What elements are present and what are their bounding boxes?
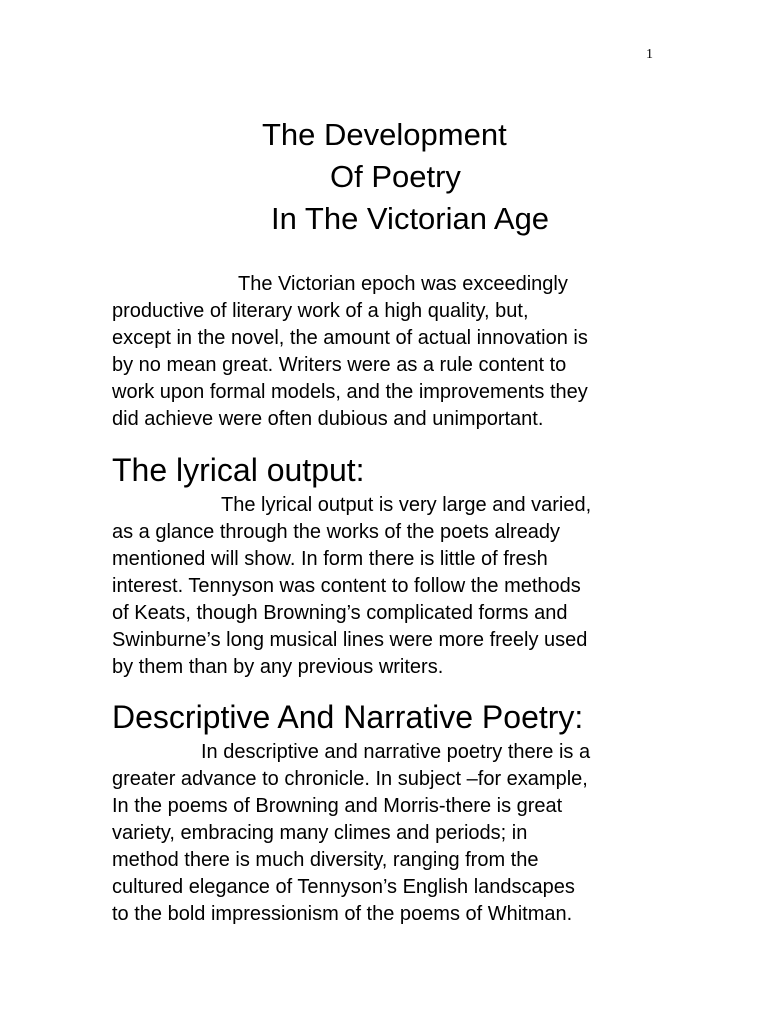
paragraph-line: by no mean great. Writers were as a rule content to bbox=[112, 354, 567, 376]
descriptive-narrative-paragraph bbox=[112, 739, 672, 928]
paragraph-line: productive of literary work of a high quality, but, bbox=[112, 300, 529, 322]
paragraph-line: variety, embracing many climes and periods; in bbox=[112, 822, 528, 844]
paragraph-line: method there is much diversity, ranging from the bbox=[112, 849, 539, 871]
paragraph-line: greater advance to chronicle. In subject –for example, bbox=[112, 768, 588, 790]
paragraph-line: as a glance through the works of the poets already bbox=[112, 521, 561, 543]
section-heading-descriptive-narrative: Descriptive And Narrative Poetry: bbox=[112, 699, 584, 735]
paragraph-line: The Victorian epoch was exceedingly bbox=[238, 273, 568, 295]
paragraph-line: interest. Tennyson was content to follow the methods bbox=[112, 575, 581, 597]
paragraph-line: Swinburne’s long musical lines were more freely used bbox=[112, 629, 588, 651]
intro-paragraph bbox=[112, 271, 672, 433]
paragraph-line: by them than by any previous writers. bbox=[112, 656, 444, 678]
paragraph-line: The lyrical output is very large and varied, bbox=[221, 494, 592, 516]
paragraph-line: In descriptive and narrative poetry there is a bbox=[201, 741, 591, 763]
section-heading-lyrical-output: The lyrical output: bbox=[112, 452, 365, 488]
page-number: 1 bbox=[646, 47, 653, 62]
title-line-1: The Development bbox=[262, 117, 507, 152]
paragraph-line: to the bold impressionism of the poems of Whitman. bbox=[112, 903, 573, 925]
title-line-2: Of Poetry bbox=[330, 159, 461, 194]
lyrical-output-paragraph bbox=[112, 492, 672, 681]
paragraph-line: did achieve were often dubious and unimportant. bbox=[112, 408, 544, 430]
paragraph-line: work upon formal models, and the improvements they bbox=[112, 381, 588, 403]
paragraph-line: mentioned will show. In form there is little of fresh bbox=[112, 548, 548, 570]
title-line-3: In The Victorian Age bbox=[271, 201, 550, 236]
paragraph-line: cultured elegance of Tennyson’s English landscapes bbox=[112, 876, 575, 898]
paragraph-line: except in the novel, the amount of actual innovation is bbox=[112, 327, 588, 349]
paragraph-line: of Keats, though Browning’s complicated forms and bbox=[112, 602, 568, 624]
paragraph-line: In the poems of Browning and Morris-there is great bbox=[112, 795, 563, 817]
